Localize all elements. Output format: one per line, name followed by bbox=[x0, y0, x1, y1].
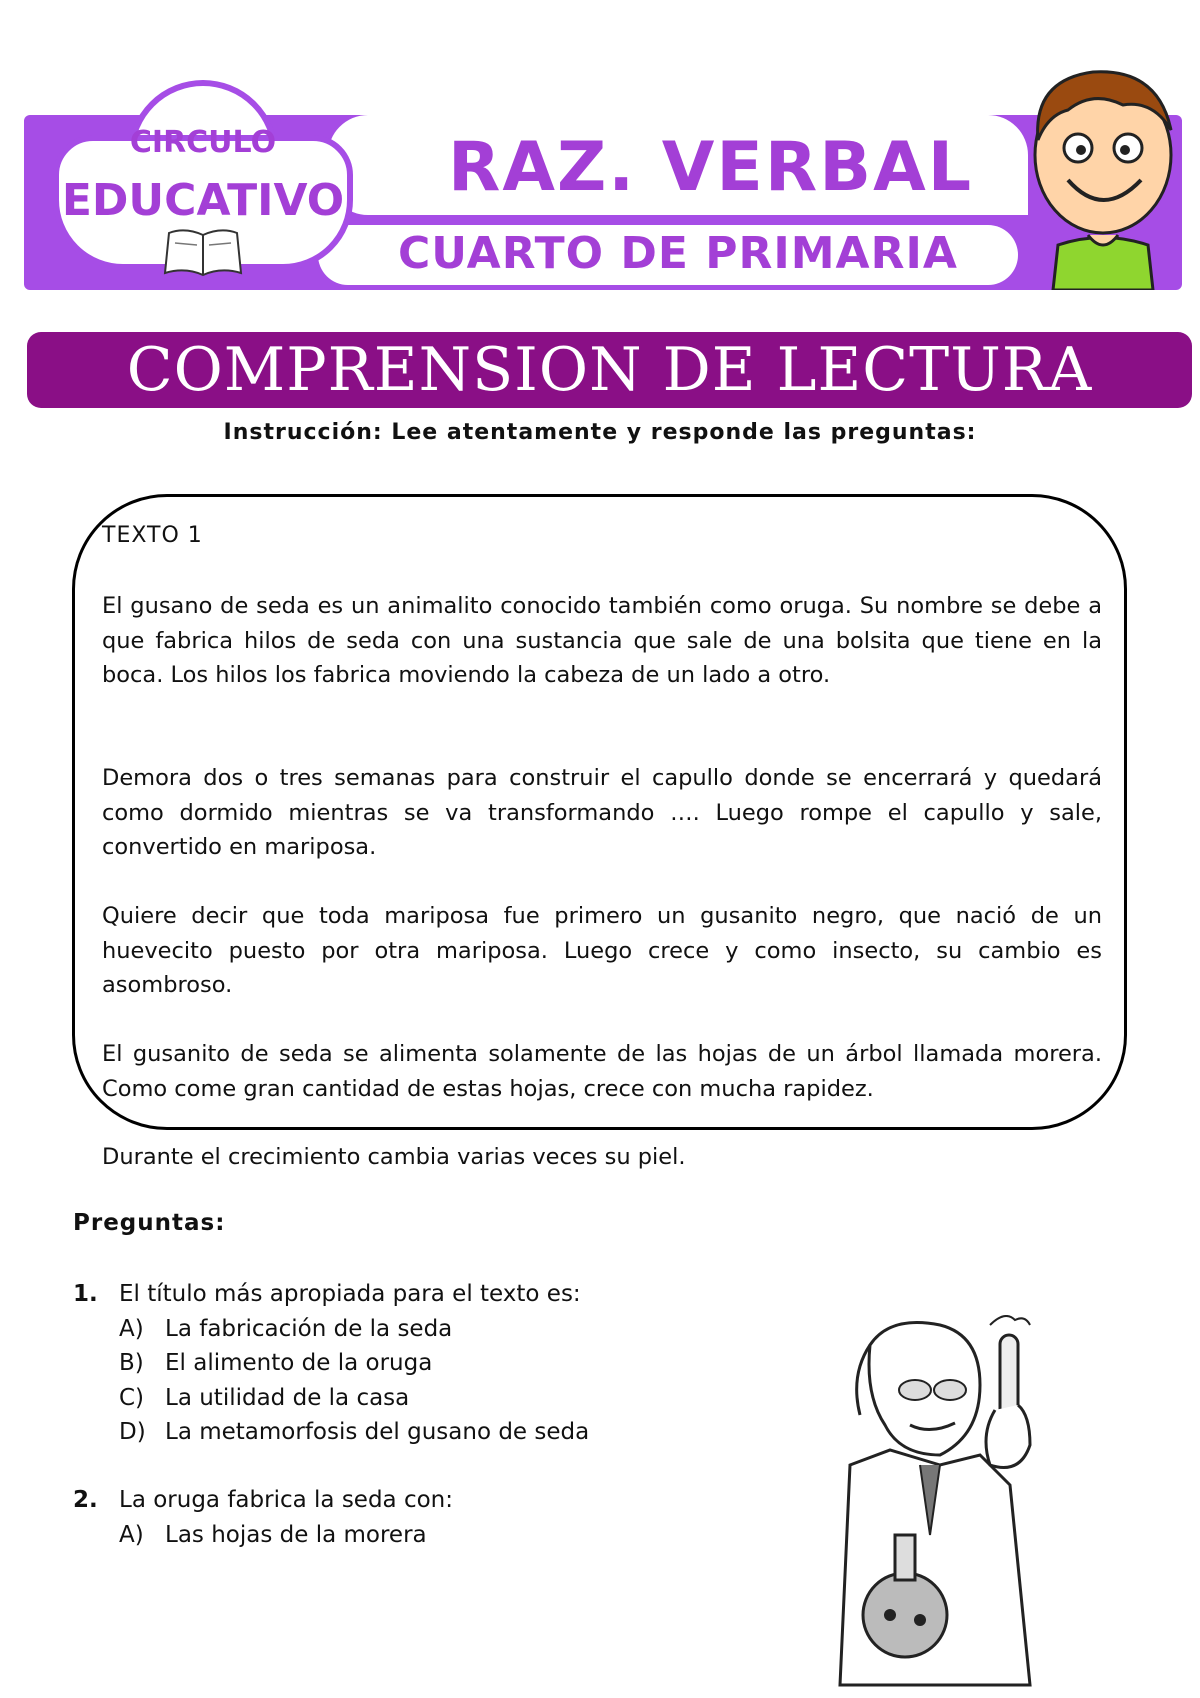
questions-title: Preguntas: bbox=[73, 1210, 226, 1236]
banner-title: RAZ. VERBAL bbox=[448, 128, 974, 207]
option-letter: C) bbox=[119, 1384, 145, 1411]
answer-options bbox=[73, 1518, 773, 1553]
option-letter: A) bbox=[119, 1521, 144, 1548]
kid-illustration-icon bbox=[1023, 60, 1183, 290]
question-number: 2. bbox=[73, 1487, 98, 1513]
reading-paragraph-3 bbox=[102, 899, 1102, 1003]
answer-option bbox=[73, 1312, 773, 1347]
option-letter: D) bbox=[119, 1419, 146, 1445]
answer-options bbox=[73, 1312, 773, 1450]
banner-subtitle: CUARTO DE PRIMARIA bbox=[398, 228, 958, 279]
paragraph-text: Quiere decir que toda mariposa fue primero un gusanito negro, que nació de un huevecito puesto por otra mariposa. Luego crece y como insecto, su cambio es asombroso. bbox=[102, 903, 1102, 998]
answer-option bbox=[73, 1415, 773, 1450]
open-book-icon bbox=[163, 225, 243, 280]
section-title: COMPRENSION DE LECTURA bbox=[126, 335, 1093, 405]
paragraph-text: El gusanito de seda se alimenta solamente de las hojas de un árbol llamada morera. Como come gran cantidad de estas hojas, crece con mucha rapidez. bbox=[102, 1041, 1102, 1102]
answer-option bbox=[73, 1518, 773, 1553]
option-letter: A) bbox=[119, 1315, 144, 1342]
reading-paragraph-1 bbox=[102, 589, 1102, 693]
question-text: La oruga fabrica la seda con: bbox=[119, 1487, 453, 1513]
header-banner bbox=[18, 60, 1188, 300]
question-number: 1. bbox=[73, 1281, 98, 1307]
logo-line2: EDUCATIVO bbox=[61, 175, 345, 226]
question-2 bbox=[73, 1483, 773, 1552]
reading-paragraph-2 bbox=[102, 761, 1102, 865]
option-text: La fabricación de la seda bbox=[165, 1315, 453, 1342]
section-title-bar bbox=[27, 332, 1192, 408]
option-text: La utilidad de la casa bbox=[165, 1384, 410, 1411]
logo-line1: CIRCULO bbox=[129, 125, 277, 160]
question-1 bbox=[73, 1277, 773, 1450]
option-letter: B) bbox=[119, 1350, 144, 1376]
circulo-educativo-logo bbox=[53, 80, 353, 300]
reading-paragraph-5 bbox=[102, 1140, 1102, 1175]
option-text: Las hojas de la morera bbox=[165, 1521, 427, 1548]
reading-label: TEXTO 1 bbox=[102, 523, 203, 548]
option-text: El alimento de la oruga bbox=[165, 1350, 433, 1376]
option-text: La metamorfosis del gusano de seda bbox=[165, 1419, 590, 1445]
scientist-illustration-icon bbox=[830, 1315, 1070, 1690]
reading-paragraph-4 bbox=[102, 1037, 1102, 1106]
question-text: El título más apropiada para el texto es: bbox=[119, 1281, 581, 1307]
paragraph-text: Demora dos o tres semanas para construir el capullo donde se encerrará y quedará como dormido mientras se va transformando …. Luego rompe el capullo y sale, convertido en mariposa. bbox=[102, 765, 1102, 860]
paragraph-text: Durante el crecimiento cambia varias veces su piel. bbox=[102, 1144, 686, 1170]
answer-option bbox=[73, 1381, 773, 1416]
answer-option bbox=[73, 1346, 773, 1381]
instruction-text: Instrucción: Lee atentamente y responde las preguntas: bbox=[223, 420, 977, 445]
paragraph-text: El gusano de seda es un animalito conocido también como oruga. Su nombre se debe a que fabrica hilos de seda con una sustancia que sale de una bolsita que tiene en la boca. Los hilos los fabrica moviendo la cabeza de un lado a otro. bbox=[102, 593, 1102, 688]
